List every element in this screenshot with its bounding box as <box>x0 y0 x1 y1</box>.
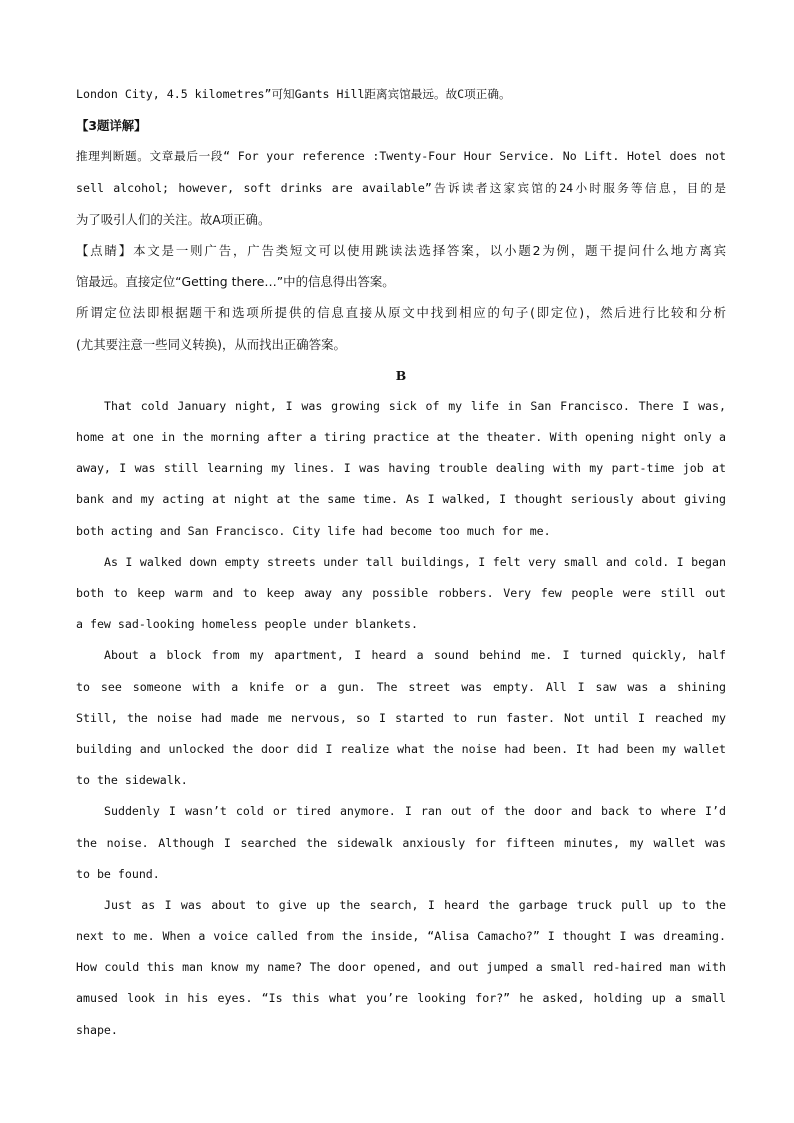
text-line: 推理判断题。文章最后一段“ For your reference :Twenty-Four Hour Service. No Lift. Hotel does not <box>76 149 726 164</box>
text-line: About a block from my apartment, I heard a sound behind me. I turned quickly, half <box>104 648 726 663</box>
text-line: Still, the noise had made me nervous, so I started to run faster. Not until I reached my <box>76 710 726 725</box>
document-page <box>76 79 726 1046</box>
text-line: 所谓定位法即根据题干和选项所提供的信息直接从原文中找到相应的句子(即定位)，然后进行比较和分析 <box>76 305 726 321</box>
text-line: amused look in his eyes. “Is this what you’re looking for?” he asked, holding up a small <box>76 991 726 1006</box>
text-line: (尤其要注意一些同义转换)，从而找出正确答案。 <box>76 336 346 352</box>
text-line: shape. <box>76 1022 118 1037</box>
text-line: London City, 4.5 kilometres”可知Gants Hill距离宾馆最远。故C项正确。 <box>76 87 511 101</box>
text-line: As I walked down empty streets under tall buildings, I felt very small and cold. I began <box>104 554 726 569</box>
text-line: That cold January night, I was growing sick of my life in San Francisco. There I was, <box>104 398 726 413</box>
text-line: both acting and San Francisco. City life had become too much for me. <box>76 523 551 538</box>
section-heading: 【3题详解】 <box>76 118 147 134</box>
text-line: building and unlocked the door did I realize what the noise had been. It had been my wallet <box>76 741 726 756</box>
text-line: 为了吸引人们的关注。故A项正确。 <box>76 211 271 227</box>
text-line: 【点睛】本文是一则广告，广告类短文可以使用跳读法选择答案，以小题2为例，题干提问什么地方离宾 <box>76 242 726 258</box>
text-line: How could this man know my name? The door opened, and out jumped a small red-haired man with <box>76 960 726 975</box>
text-line: 馆最远。直接定位“Getting there…”中的信息得出答案。 <box>76 274 395 290</box>
text-line: to see someone with a knife or a gun. The street was empty. All I saw was a shining <box>76 679 726 694</box>
text-line: to the sidewalk. <box>76 773 188 788</box>
text-line: Suddenly I wasn’t cold or tired anymore. I ran out of the door and back to where I’d <box>104 804 726 819</box>
text-line: both to keep warm and to keep away any possible robbers. Very few people were still out <box>76 586 726 600</box>
passage-title: B <box>395 367 407 383</box>
text-line: sell alcohol; however, soft drinks are available”告诉读者这家宾馆的24小时服务等信息，目的是 <box>76 180 726 195</box>
text-line: to be found. <box>76 866 160 881</box>
text-line: Just as I was about to give up the search, I heard the garbage truck pull up to the <box>104 897 726 912</box>
text-line: home at one in the morning after a tiring practice at the theater. With opening night only a <box>76 430 726 445</box>
text-line: bank and my acting at night at the same time. As I walked, I thought seriously about giving <box>76 492 726 507</box>
text-line: next to me. When a voice called from the inside, “Alisa Camacho?” I thought I was dreaming. <box>76 929 726 944</box>
text-line: the noise. Although I searched the sidewalk anxiously for fifteen minutes, my wallet was <box>76 835 726 850</box>
text-line: away, I was still learning my lines. I was having trouble dealing with my part-time job at <box>76 461 726 476</box>
text-line: a few sad-looking homeless people under blankets. <box>76 617 419 632</box>
